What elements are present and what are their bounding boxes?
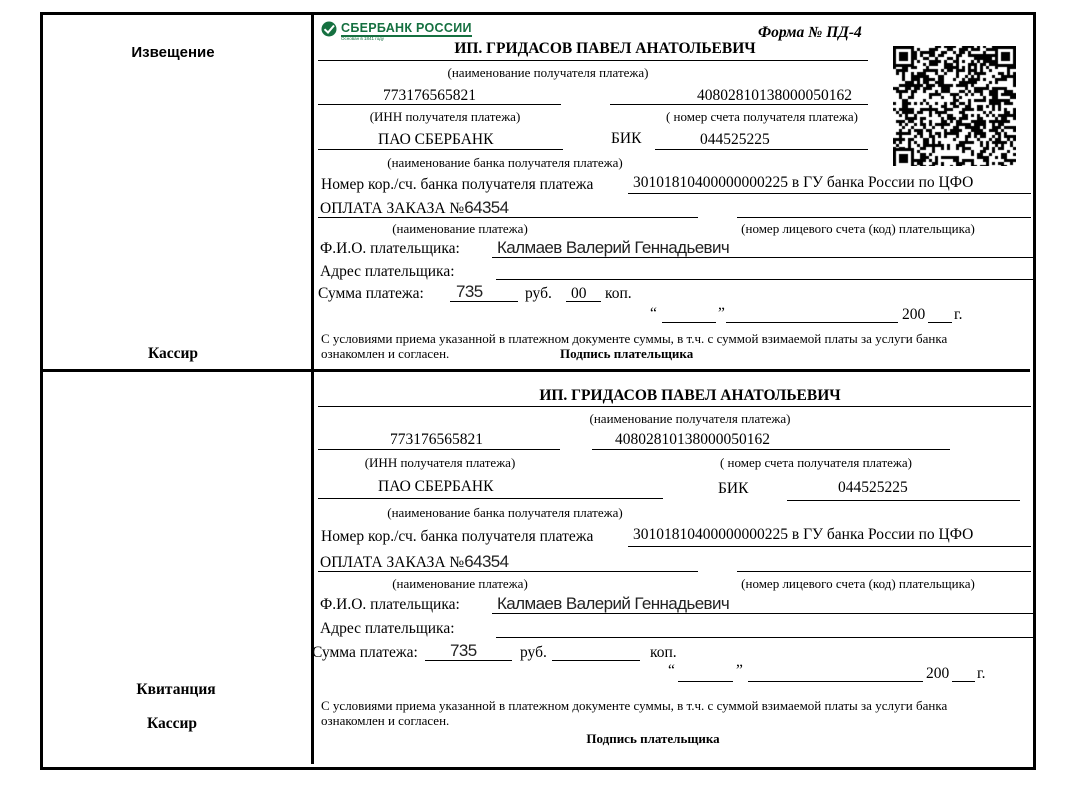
payment-purpose-number: 64354 <box>464 198 509 217</box>
payee-bank-name: ПАО СБЕРБАНК <box>378 131 494 148</box>
payment-purpose <box>320 199 509 218</box>
rule <box>496 637 1033 638</box>
corr-account-label: Номер кор./сч. банка получателя платежа <box>321 528 594 545</box>
qr-code <box>893 46 1016 166</box>
corr-account-value: 30101810400000000225 в ГУ банка России по ЦФО <box>633 526 974 543</box>
agreement-line1: С условиями приема указанной в платежном документе суммы, в т.ч. с суммой взимаемой платы за услуги банка <box>321 698 948 713</box>
sberbank-logo-subtext: Основан в 1841 году <box>341 36 385 42</box>
corr-account-label: Номер кор./сч. банка получателя платежа <box>321 176 594 193</box>
rule <box>318 498 663 499</box>
rule <box>492 257 1033 258</box>
bik-label: БИК <box>611 130 642 147</box>
date-close-quote: ” <box>718 305 725 322</box>
agreement-line1: С условиями приема указанной в платежном документе суммы, в т.ч. с суммой взимаемой платы за услуги банка <box>321 331 948 346</box>
rule <box>726 322 898 323</box>
payee-name: ИП. ГРИДАСОВ ПАВЕЛ АНАТОЛЬЕВИЧ <box>539 387 841 404</box>
rule <box>655 149 868 150</box>
payee-name: ИП. ГРИДАСОВ ПАВЕЛ АНАТОЛЬЕВИЧ <box>454 40 756 57</box>
rule <box>737 571 1031 572</box>
date-year-label: г. <box>977 665 986 682</box>
payee-inn: 773176565821 <box>390 431 483 448</box>
signature-label: Подпись плательщика <box>560 346 694 361</box>
rule <box>318 449 560 450</box>
payee-bank-caption: (наименование банка получателя платежа) <box>387 155 623 170</box>
payment-purpose-caption: (наименование платежа) <box>392 576 528 591</box>
payee-account-caption: ( номер счета получателя платежа) <box>719 455 913 470</box>
bik-label: БИК <box>718 480 749 497</box>
payee-account: 40802810138000050162 <box>697 87 852 104</box>
sum-rub-value: 735 <box>456 282 483 301</box>
date-century: 200 <box>902 306 926 323</box>
payee-name-caption: (наименование получателя платежа) <box>589 411 791 426</box>
form-type-label: Форма № ПД-4 <box>758 24 862 41</box>
date-open-quote: “ <box>650 305 657 322</box>
rule <box>492 613 1033 614</box>
kop-label: коп. <box>605 285 632 302</box>
payment-purpose-caption: (наименование платежа) <box>392 221 528 236</box>
sum-rub-value: 735 <box>450 641 477 660</box>
payee-inn: 773176565821 <box>383 87 476 104</box>
kop-label: коп. <box>650 644 677 661</box>
payer-address-label: Адрес плательщика: <box>320 263 455 280</box>
sum-kop-value: 00 <box>571 285 587 302</box>
payer-address-label: Адрес плательщика: <box>320 620 455 637</box>
rule <box>952 681 975 682</box>
sum-label: Сумма платежа: <box>312 644 418 661</box>
signature-label: Подпись плательщика <box>586 731 720 746</box>
date-open-quote: “ <box>668 662 675 679</box>
cashier-label: Кассир <box>147 345 199 362</box>
rule <box>318 60 868 61</box>
payment-purpose-label: ОПЛАТА ЗАКАЗА № <box>320 200 465 217</box>
rule <box>678 681 733 682</box>
payee-name-caption: (наименование получателя платежа) <box>447 65 649 80</box>
rule <box>318 149 563 150</box>
cashier-label: Кассир <box>146 715 198 732</box>
date-close-quote: ” <box>736 662 743 679</box>
rule <box>318 571 698 572</box>
payee-bank-caption: (наименование банка получателя платежа) <box>387 505 623 520</box>
bik-value: 044525225 <box>838 479 908 496</box>
payment-purpose-label: ОПЛАТА ЗАКАЗА № <box>320 554 465 571</box>
rule <box>566 301 601 302</box>
rub-label: руб. <box>525 285 552 302</box>
notice-label: Извещение <box>131 44 215 61</box>
rule <box>425 660 512 661</box>
sberbank-logo-icon <box>321 21 337 42</box>
payer-fio-value: Калмаев Валерий Геннадьевич <box>497 238 730 257</box>
rule <box>928 322 952 323</box>
payment-purpose <box>320 553 509 572</box>
rule <box>610 104 868 105</box>
rule <box>628 193 1031 194</box>
rule <box>592 449 950 450</box>
rule <box>662 322 716 323</box>
date-year-label: г. <box>954 306 963 323</box>
agreement-line2: ознакомлен и согласен. <box>321 346 450 361</box>
agreement-line2: ознакомлен и согласен. <box>321 713 450 728</box>
rule <box>496 279 1033 280</box>
payer-fio-value: Калмаев Валерий Геннадьевич <box>497 594 730 613</box>
rule <box>450 301 518 302</box>
payment-purpose-number: 64354 <box>464 552 509 571</box>
payer-fio-label: Ф.И.О. плательщика: <box>320 596 460 613</box>
payee-bank-name: ПАО СБЕРБАНК <box>378 478 494 495</box>
payee-account: 40802810138000050162 <box>615 431 770 448</box>
rule <box>552 660 640 661</box>
rule <box>787 500 1020 501</box>
rule <box>318 217 698 218</box>
rule <box>318 406 1031 407</box>
bik-value: 044525225 <box>700 131 770 148</box>
date-century: 200 <box>926 665 950 682</box>
sberbank-logo <box>321 21 472 42</box>
section-divider <box>40 369 1030 372</box>
corr-account-value: 30101810400000000225 в ГУ банка России по ЦФО <box>633 174 974 191</box>
sum-label: Сумма платежа: <box>318 285 424 302</box>
rule <box>628 546 1031 547</box>
rule <box>318 104 561 105</box>
rule <box>737 217 1031 218</box>
sberbank-logo-text: СБЕРБАНК РОССИИ <box>341 21 472 37</box>
payee-account-caption: ( номер счета получателя платежа) <box>665 109 859 124</box>
payee-inn-caption: (ИНН получателя платежа) <box>369 109 521 124</box>
payee-inn-caption: (ИНН получателя платежа) <box>364 455 516 470</box>
receipt-label: Квитанция <box>136 681 216 698</box>
payer-account-caption: (номер лицевого счета (код) плательщика) <box>741 221 975 236</box>
payer-fio-label: Ф.И.О. плательщика: <box>320 240 460 257</box>
rub-label: руб. <box>520 644 547 661</box>
rule <box>748 681 923 682</box>
payer-account-caption: (номер лицевого счета (код) плательщика) <box>741 576 975 591</box>
